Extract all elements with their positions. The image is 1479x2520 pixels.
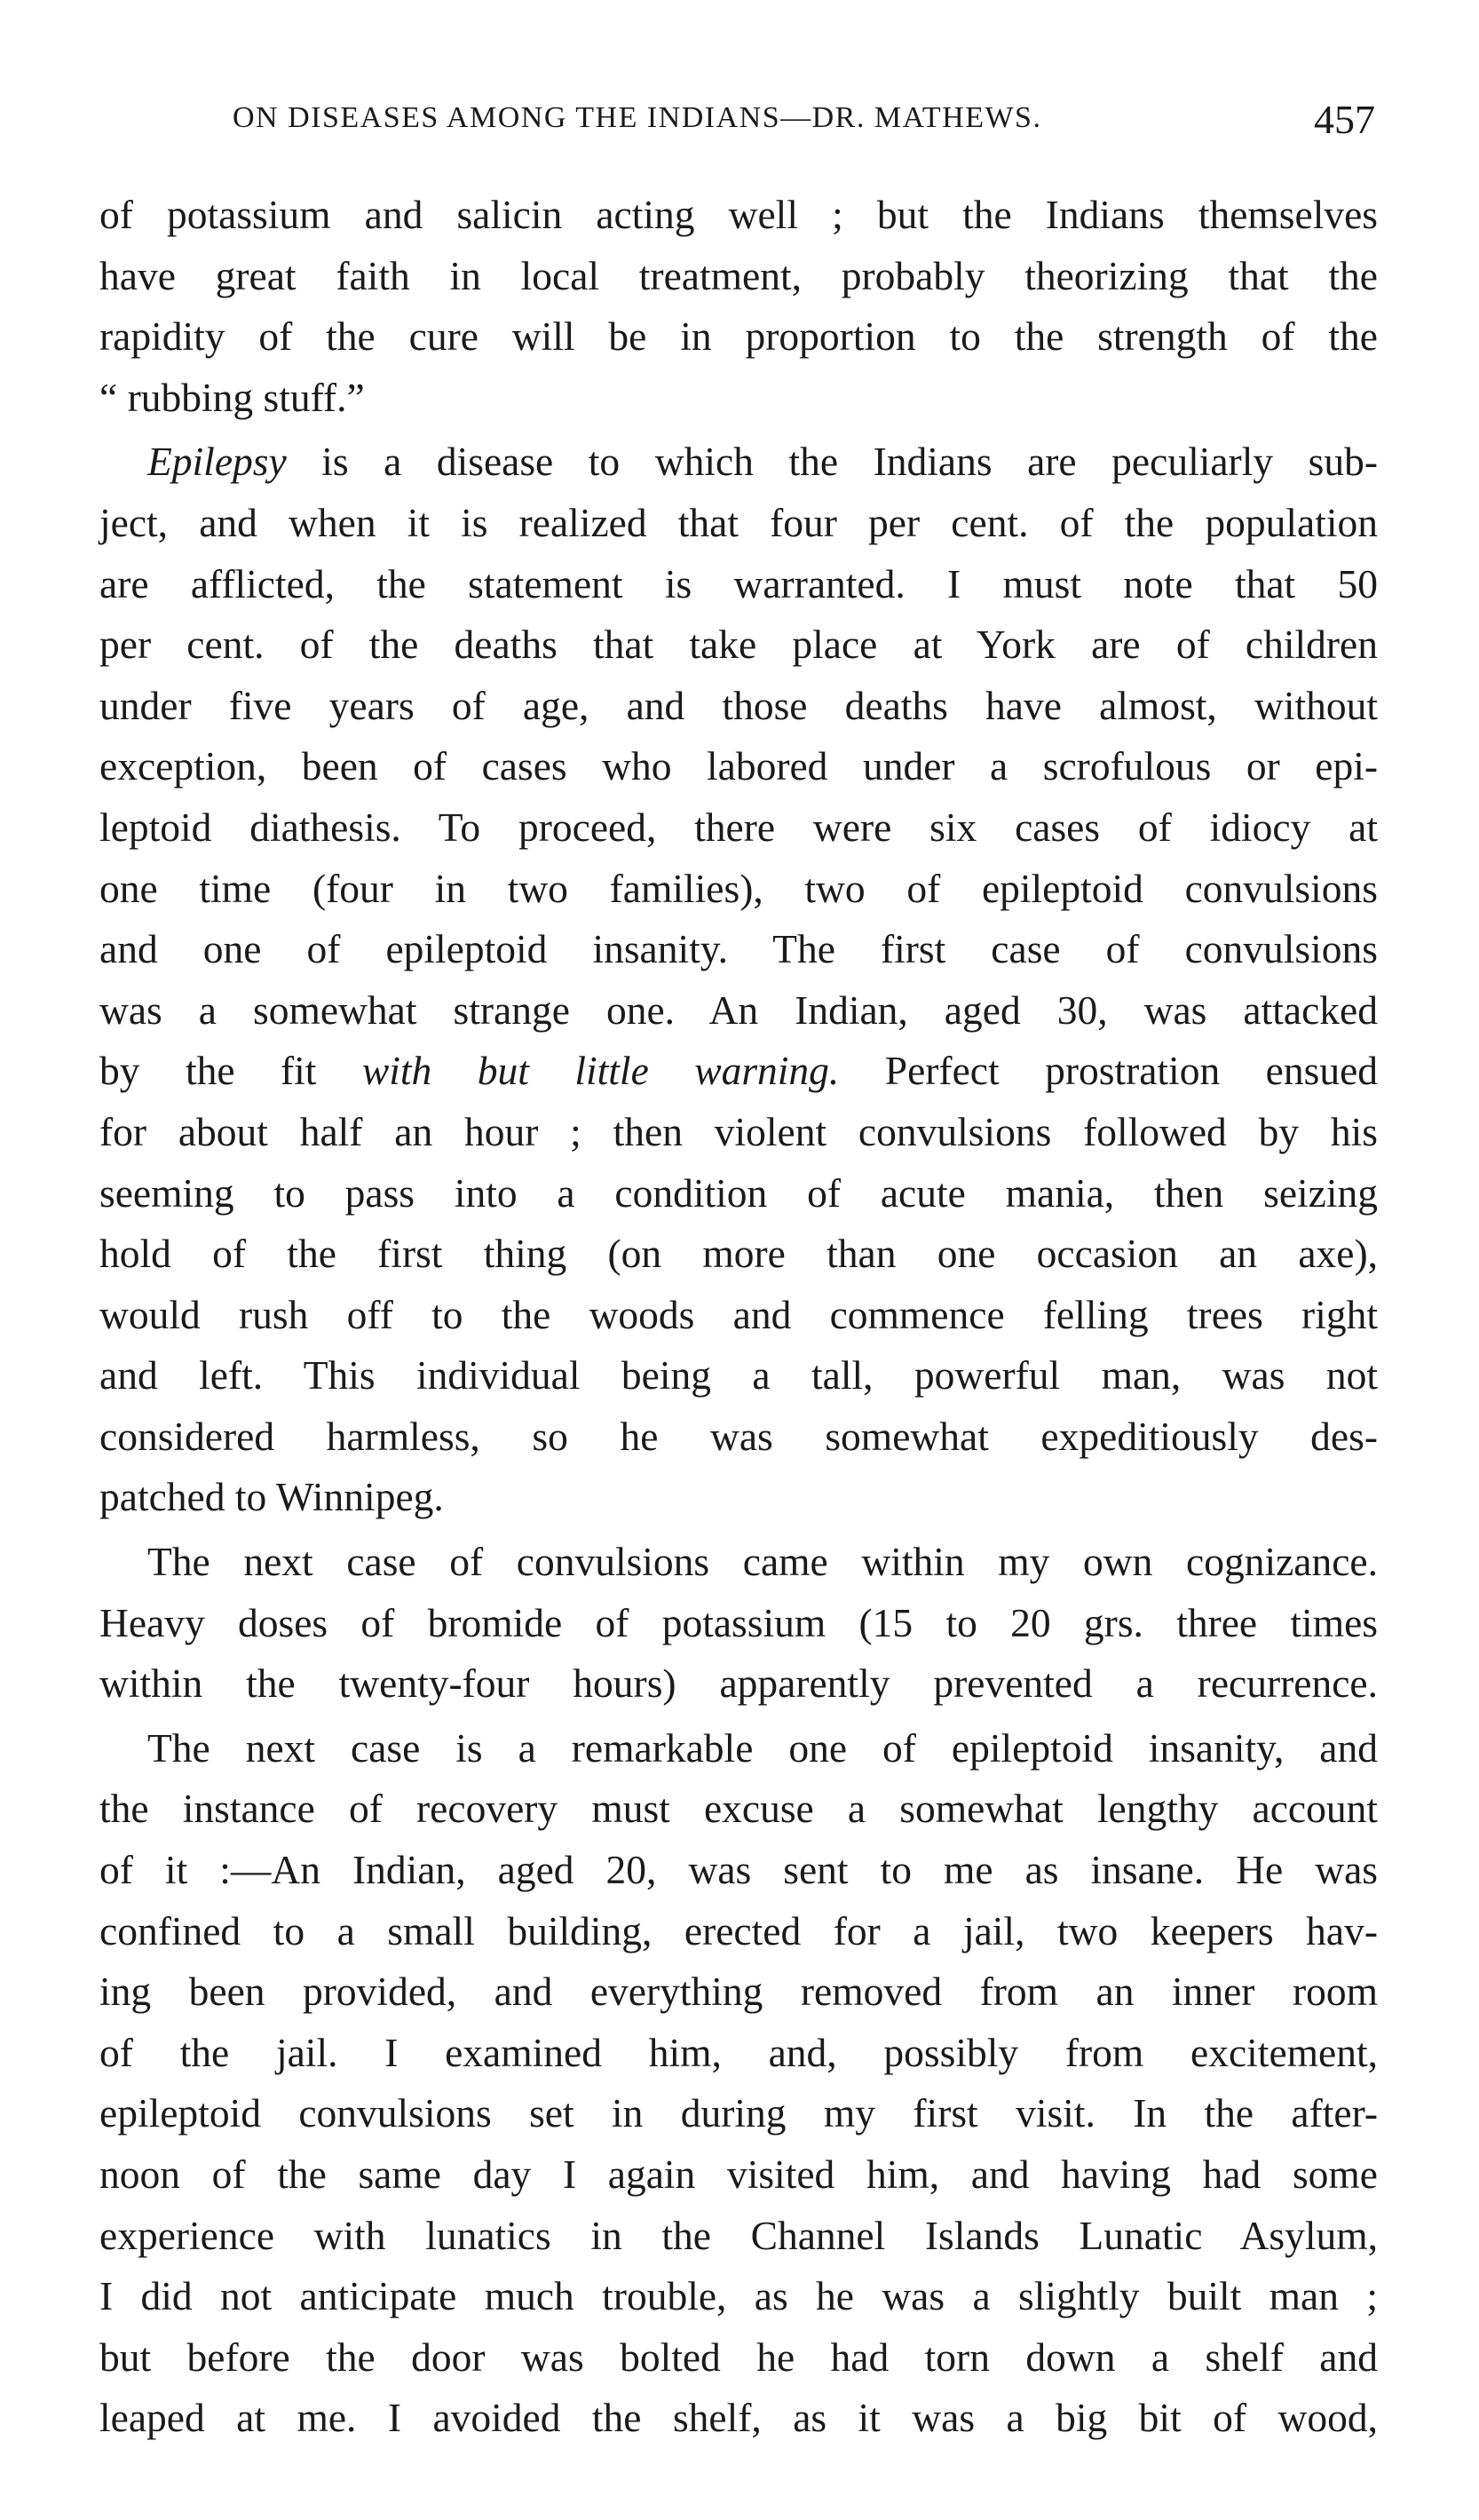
text-line: The next case of convulsions came within my own cognizance. — [147, 1539, 1378, 1585]
text-line: and left. This individual being a tall, powerful man, was not — [99, 1352, 1378, 1399]
text-line: ject, and when it is realized that four per cent. of the population — [99, 499, 1378, 545]
text-line: I did not anticipate much trouble, as he was a slightly built man ; — [99, 2273, 1378, 2319]
italic-phrase: with but little warning. — [361, 1048, 840, 1094]
paragraph — [99, 1718, 1378, 2449]
text-line: of potassium and salicin acting well ; but the Indians themselves — [99, 192, 1378, 237]
paragraph — [99, 185, 1378, 428]
body-text — [99, 185, 1378, 2449]
text-line: The next case is a remarkable one of epileptoid insanity, and — [147, 1724, 1378, 1771]
text-line: one time (four in two families), two of epileptoid convulsions — [99, 865, 1378, 911]
text-line: Heavy doses of bromide of potassium (15 to 20 grs. three times — [99, 1599, 1378, 1645]
italic-term: Epilepsy — [147, 439, 287, 485]
page-number: 457 — [1314, 97, 1375, 142]
text-line: have great faith in local treatment, probably theorizing that the — [99, 252, 1378, 298]
text-line: of the jail. I examined him, and, possibly from excitement, — [99, 2029, 1378, 2075]
text-line: of it :—An Indian, aged 20, was sent to me as insane. He was — [99, 1847, 1378, 1893]
text-line: considered harmless, so he was somewhat expeditiously des- — [99, 1413, 1378, 1459]
text-line: rapidity of the cure will be in proportion to the strength of the — [99, 313, 1378, 360]
text-line: confined to a small building, erected for a jail, two keepers hav- — [99, 1907, 1378, 1953]
text-line: noon of the same day I again visited him, and having had some — [99, 2152, 1378, 2197]
text-line: within the twenty-four hours) apparently prevented a recurrence. — [99, 1660, 1378, 1707]
text-line: was a somewhat strange one. An Indian, aged 30, was attacked — [99, 987, 1378, 1033]
text-line: seeming to pass into a condition of acute mania, then seizing — [99, 1169, 1378, 1216]
text-line: per cent. of the deaths that take place at York are of children — [99, 622, 1378, 668]
text-line: are afflicted, the statement is warranted. I must note that 50 — [99, 560, 1378, 606]
text-line: Epilepsy is a disease to which the Indians are peculiarly sub- — [147, 439, 1378, 485]
running-header — [0, 96, 1479, 149]
text-line: for about half an hour ; then violent convulsions followed by his — [99, 1108, 1378, 1154]
text-line: exception, been of cases who labored under a scrofulous or epi- — [99, 743, 1378, 789]
text-line: under five years of age, and those deaths have almost, without — [99, 682, 1378, 728]
text-line: the instance of recovery must excuse a somewhat lengthy account — [99, 1786, 1378, 1832]
text-line: hold of the first thing (on more than one occasion an axe), — [99, 1231, 1378, 1277]
running-title: ON DISEASES AMONG THE INDIANS—DR. MATHEWS. — [233, 101, 1042, 134]
text-line: patched to Winnipeg. — [99, 1474, 444, 1520]
text-line: and one of epileptoid insanity. The first case of convulsions — [99, 926, 1378, 972]
paragraph — [99, 1532, 1378, 1715]
text-line: would rush off to the woods and commence felling trees right — [99, 1291, 1378, 1337]
text-line: but before the door was bolted he had torn down a shelf and — [99, 2334, 1378, 2380]
text-line: by the fit with but little warning. Perfect prostration ensued — [99, 1048, 1379, 1094]
text-line: experience with lunatics in the Channel Islands Lunatic Asylum, — [99, 2212, 1378, 2258]
text-line: leptoid diathesis. To proceed, there were six cases of idiocy at — [99, 804, 1378, 850]
text-line: epileptoid convulsions set in during my first visit. In the after- — [99, 2090, 1378, 2136]
paragraph — [99, 432, 1378, 1528]
text-line: ing been provided, and everything removed from an inner room — [99, 1969, 1378, 2015]
text-line: leaped at me. I avoided the shelf, as it was a big bit of wood, — [99, 2395, 1378, 2441]
text-line: “ rubbing stuff.” — [99, 374, 365, 420]
